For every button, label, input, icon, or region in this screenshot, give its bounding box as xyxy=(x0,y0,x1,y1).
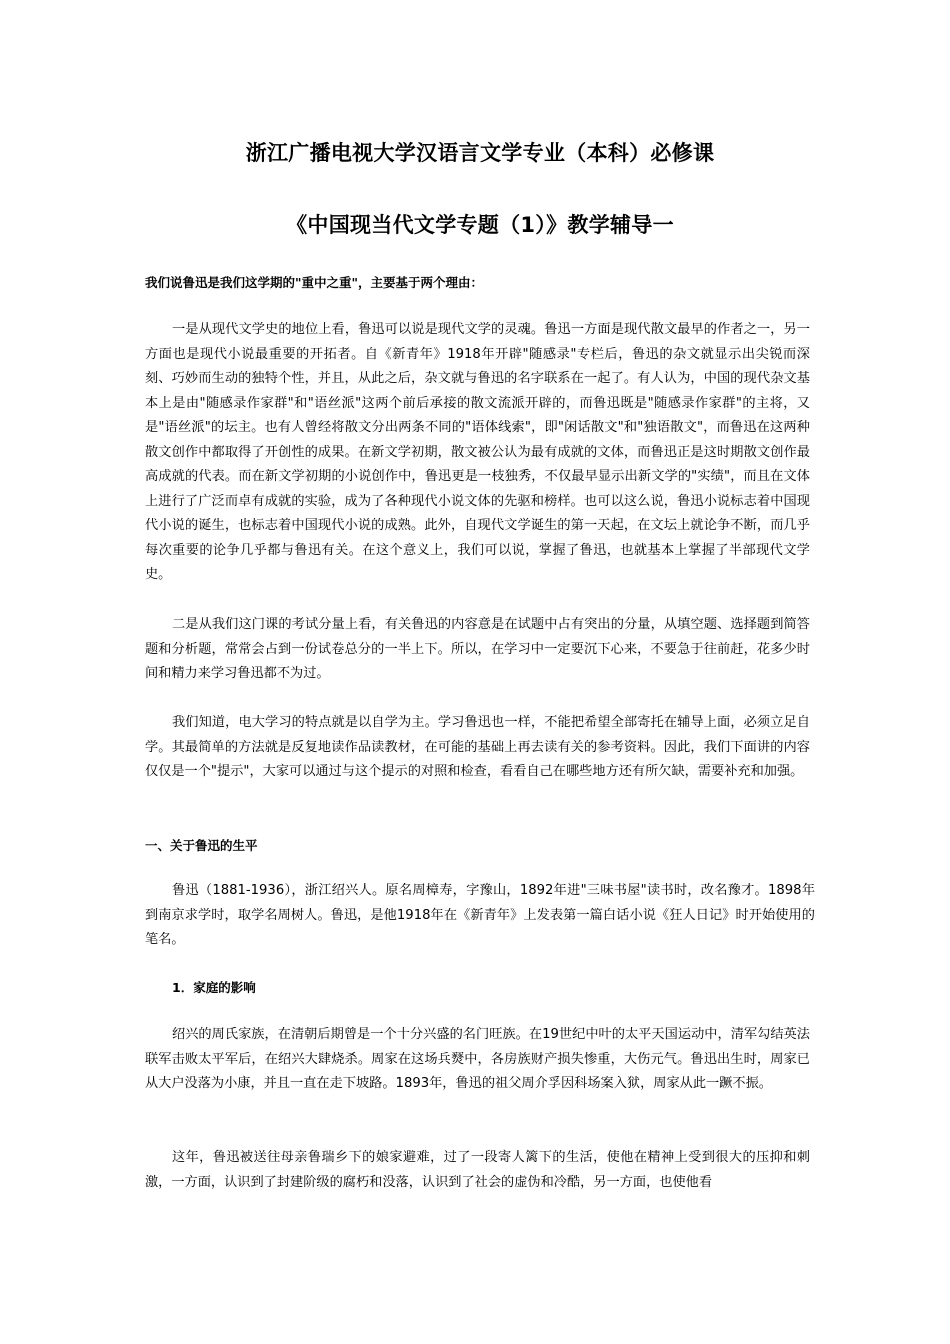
lead-statement: 我们说鲁迅是我们这学期的"重中之重"，主要基于两个理由： xyxy=(145,275,484,290)
subsection-heading-family: 1．家庭的影响 xyxy=(172,980,256,995)
paragraph-family-history: 绍兴的周氏家族，在清朝后期曾是一个十分兴盛的名门旺族。在19世纪中叶的太平天国运动中，清军勾结英法联军击败太平军后，在绍兴大肆烧杀。周家在这场兵燹中，各房族财产损失惨重，大伤元气。鲁迅出生时，周家已从大户没落为小康，并且一直在走下坡路。1893年，鲁迅的祖父周介孚因科场案入狱，周家从此一蹶不振。 xyxy=(145,1027,810,1091)
paragraph-family-refuge: 这年，鲁迅被送往母亲鲁瑞乡下的娘家避难，过了一段寄人篱下的生活，使他在精神上受到很大的压抑和刺激，一方面，认识到了封建阶级的腐朽和没落，认识到了社会的虚伪和冷酷，另一方面，也使他看 xyxy=(145,1150,810,1190)
paragraph-reason-one: 一是从现代文学史的地位上看，鲁迅可以说是现代文学的灵魂。鲁迅一方面是现代散文最早的作者之一，另一方面也是现代小说最重要的开拓者。自《新青年》1918年开辟"随感录"专栏后，鲁迅的杂文就显示出尖锐而深刻、巧妙而生动的独特个性，并且，从此之后，杂文就与鲁迅的名字联系在一起了。有人认为，中国的现代杂文基本上是由"随感录作家群"和"语丝派"这两个前后承接的散文流派开辟的，而鲁迅既是"随感录作家群"的主将，又是"语丝派"的坛主。也有人曾经将散文分出两条不同的"语体线索"，即"闲话散文"和"独语散文"，而鲁迅在这两种散文创作中都取得了开创性的成果。在新文学初期，散文被公认为最有成就的文体，而鲁迅正是这时期散文创作最高成就的代表。而在新文学初期的小说创作中，鲁迅更是一枝独秀，不仅最早显示出新文学的"实绩"，而且在文体上进行了广泛而卓有成就的实验，成为了各种现代小说文体的先驱和榜样。也可以这么说，鲁迅小说标志着中国现代小说的诞生，也标志着中国现代小说的成熟。此外，自现代文学诞生的第一天起，在文坛上就论争不断，而几乎每次重要的论争几乎都与鲁迅有关。在这个意义上，我们可以说，掌握了鲁迅，也就基本上掌握了半部现代文学史。 xyxy=(145,322,810,582)
paragraph-biography: 鲁迅（1881-1936），浙江绍兴人。原名周樟寿，字豫山，1892年进"三味书屋"读书时，改名豫才。1898年到南京求学时，取学名周树人。鲁迅，是他1918年在《新青年》上发表第一篇白话小说《狂人日记》时开始使用的笔名。 xyxy=(145,883,815,947)
document-title-line2: 《中国现当代文学专题（1）》教学辅导一 xyxy=(286,213,674,237)
paragraph-reason-two: 二是从我们这门课的考试分量上看，有关鲁迅的内容意是在试题中占有突出的分量，从填空题、选择题到简答题和分析题，常常会占到一份试卷总分的一半上下。所以，在学习中一定要沉下心来，不要急于往前赶，花多少时间和精力来学习鲁迅都不为过。 xyxy=(145,617,810,681)
paragraph-self-study: 我们知道，电大学习的特点就是以自学为主。学习鲁迅也一样，不能把希望全部寄托在辅导上面，必须立足自学。其最简单的方法就是反复地读作品读教材，在可能的基础上再去读有关的参考资料。因此，我们下面讲的内容仅仅是一个"提示"，大家可以通过与这个提示的对照和检查，看看自己在哪些地方还有所欠缺，需要补充和加强。 xyxy=(145,715,810,779)
document-title-line1: 浙江广播电视大学汉语言文学专业（本科）必修课 xyxy=(245,141,715,165)
section-heading-biography: 一、关于鲁迅的生平 xyxy=(145,838,258,853)
